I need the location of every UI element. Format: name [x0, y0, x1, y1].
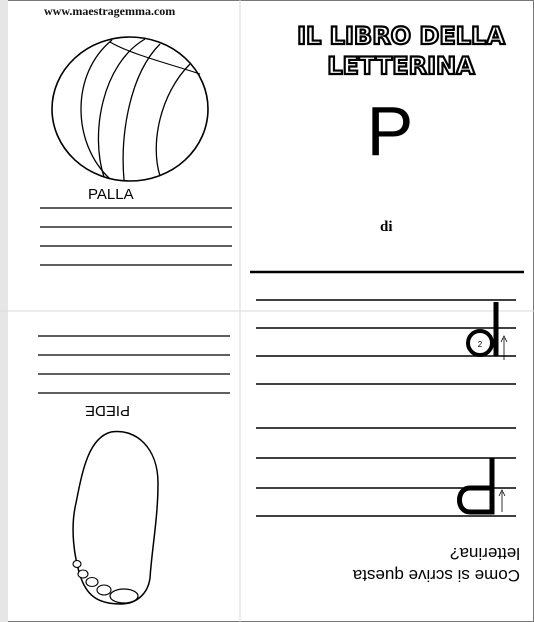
- handwriting-guide: [248, 262, 528, 528]
- svg-text:2: 2: [477, 340, 483, 349]
- picture-word-top: PALLA: [88, 186, 134, 203]
- beach-ball-icon: [50, 34, 210, 184]
- foot-icon: [66, 428, 170, 608]
- writing-lines-top: [38, 200, 236, 272]
- letter-model-small: [468, 302, 507, 360]
- writing-lines-bottom: [36, 328, 234, 400]
- featured-letter: P: [366, 92, 414, 170]
- booklet-title: [270, 18, 532, 83]
- question-line-2: letterina?: [450, 544, 520, 563]
- picture-word-bottom: PIEDE: [85, 402, 131, 419]
- question-line-1: Come si scrive questa: [352, 566, 520, 585]
- title-line-1: IL LIBRO DELLA: [297, 22, 505, 50]
- writing-question: [270, 542, 520, 586]
- owner-label: di: [380, 219, 393, 235]
- letter-model-large: [460, 458, 506, 512]
- website-url: www.maestragemma.com: [44, 4, 176, 18]
- title-line-2: LETTERINA: [327, 52, 475, 78]
